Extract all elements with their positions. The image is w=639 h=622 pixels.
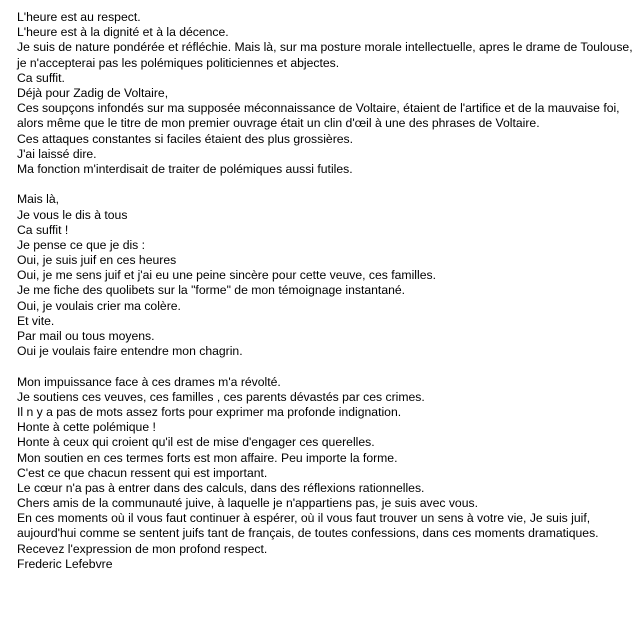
- blank-line: [17, 359, 635, 374]
- text-paragraph: Je suis de nature pondérée et réfléchie. Mais là, sur ma posture morale intellectuelle, apres le drame de Toulouse, je n'accepterai pas les polémiques politiciennes et abjectes.: [17, 40, 633, 70]
- text-line: Je pense ce que je dis :: [17, 237, 146, 252]
- text-line: Oui, je me sens juif et j'ai eu une peine sincère pour cette veuve, ces familles.: [17, 268, 436, 283]
- text-line: Oui je voulais faire entendre mon chagrin.: [17, 344, 243, 359]
- text-paragraph: En ces moments où il vous faut continuer à espérer, où il vous faut trouver un sens à votre vie, Je suis juif, aujourd'hui comme se sentent juifs tant de français, de toutes confessions, dans ces moments dramatiques.: [17, 511, 599, 541]
- text-line: Ca suffit.: [17, 70, 65, 85]
- document-body[interactable]: [17, 10, 635, 572]
- text-line: Ces attaques constantes si faciles étaient des plus grossières.: [17, 131, 354, 146]
- text-line: Ma fonction m'interdisait de traiter de polémiques aussi futiles.: [17, 161, 353, 176]
- text-line: Oui, je voulais crier ma colère.: [17, 298, 181, 313]
- text-line: Oui, je suis juif en ces heures: [17, 253, 177, 268]
- text-line: L'heure est au respect.: [17, 10, 141, 24]
- text-line: Par mail ou tous moyens.: [17, 329, 155, 343]
- blank-line: [17, 177, 635, 192]
- text-line: Je vous le dis à tous: [17, 207, 128, 222]
- text-line: J'ai laissé dire.: [17, 146, 97, 161]
- signature-line: Frederic Lefebvre: [17, 556, 113, 571]
- text-line: Mon soutien en ces termes forts est mon affaire. Peu importe la forme.: [17, 450, 398, 465]
- text-line: Et vite.: [17, 313, 55, 328]
- text-line: Le cœur n'a pas à entrer dans des calculs, dans des réflexions rationnelles.: [17, 480, 425, 495]
- text-line: Je soutiens ces veuves, ces familles , ces parents dévastés par ces crimes.: [17, 389, 425, 404]
- text-line: L'heure est à la dignité et à la décence.: [17, 25, 229, 40]
- text-line: Chers amis de la communauté juive, à laquelle je n'appartiens pas, je suis avec vous.: [17, 496, 478, 511]
- text-line: C'est ce que chacun ressent qui est important.: [17, 465, 268, 480]
- text-line: Mon impuissance face à ces drames m'a révolté.: [17, 374, 281, 389]
- text-line: Déjà pour Zadig de Voltaire,: [17, 85, 169, 100]
- text-paragraph: Ces soupçons infondés sur ma supposée méconnaissance de Voltaire, étaient de l'artifice et de la mauvaise foi, alors même que le titre de mon premier ouvrage était un clin d'œil à une des phrases de Voltaire.: [17, 101, 620, 131]
- text-line: Je me fiche des quolibets sur la "forme" de mon témoignage instantané.: [17, 283, 406, 298]
- text-line: Il n y a pas de mots assez forts pour exprimer ma profonde indignation.: [17, 404, 402, 419]
- text-line: Recevez l'expression de mon profond respect.: [17, 541, 268, 556]
- text-line: Honte à ceux qui croient qu'il est de mise d'engager ces querelles.: [17, 435, 375, 450]
- text-line: Ca suffit !: [17, 222, 69, 237]
- text-line: Honte à cette polémique !: [17, 420, 156, 435]
- text-line: Mais là,: [17, 192, 59, 207]
